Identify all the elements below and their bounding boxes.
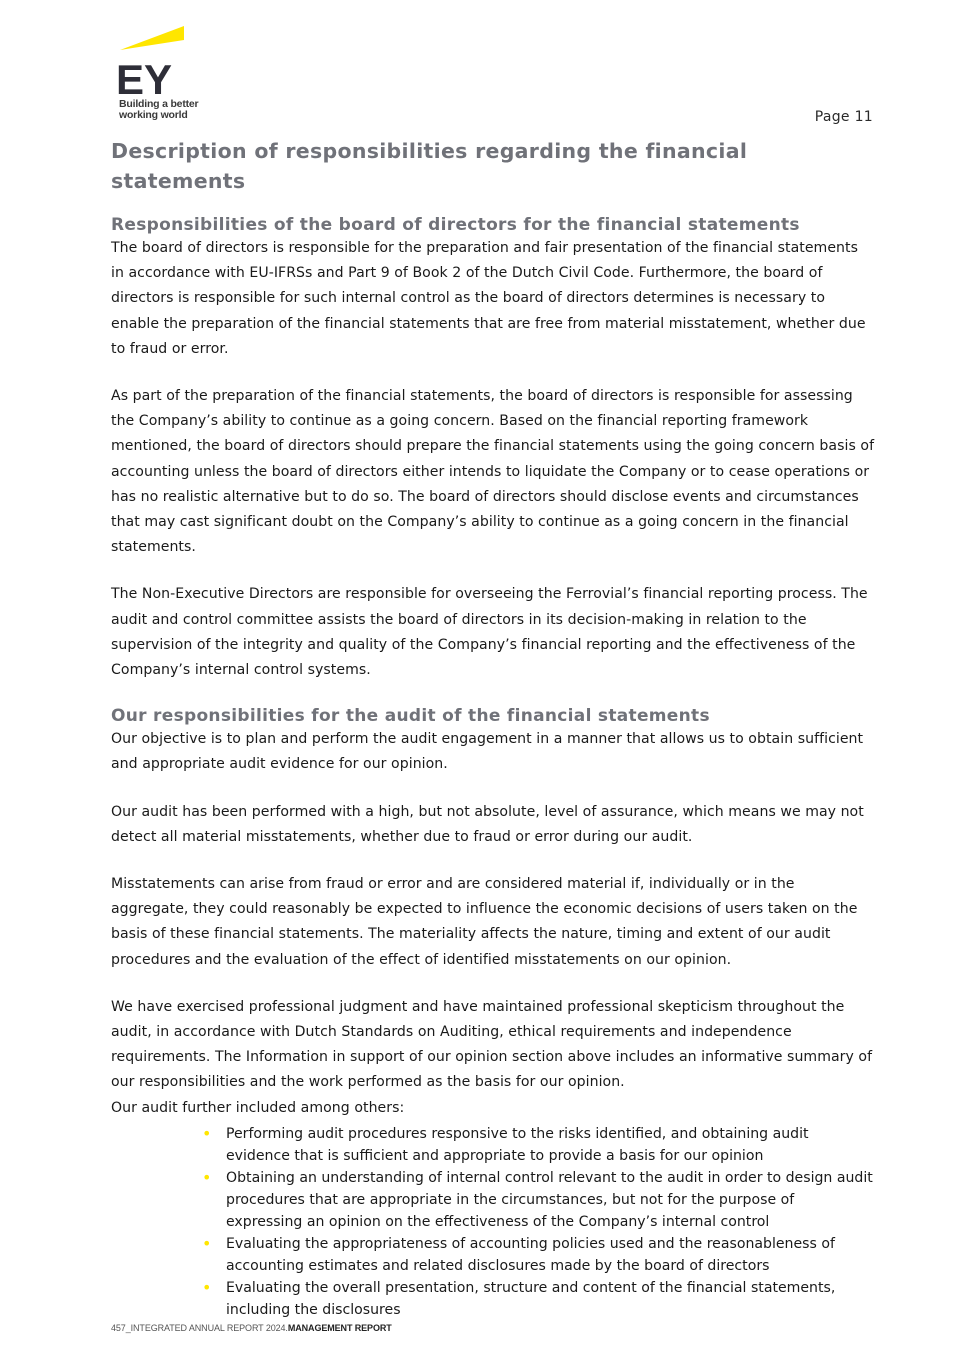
ey-logo-text: EY (116, 56, 173, 98)
section-heading-board: Responsibilities of the board of directors for the financial statements (111, 215, 800, 235)
logo-tagline (119, 99, 219, 121)
board-paragraph-3: The Non-Executive Directors are responsible for overseeing the Ferrovial’s financial reporting process. The audit and control committee assists the board of directors in its decision-making in relation to the supervision of the integrity and quality of the Company’s financial reporting and the effectiveness of the Company’s internal control systems. (111, 586, 868, 679)
list-item-text: Obtaining an understanding of internal control relevant to the audit in order to design audit procedures that are appropriate in the circumstances, but not for the purpose of expressing an opinion on the effectiveness of the Company’s internal control (226, 1169, 873, 1230)
board-paragraph-2: As part of the preparation of the financial statements, the board of directors is responsible for assessing the Company’s ability to continue as a going concern. Based on the financial reporting framework mentioned, the board of directors should prepare the financial statements using the going concern basis of accounting unless the board of directors either intends to liquidate the Company or to cease operations or has no realistic alternative but to do so. The board of directors should disclose events and circumstances that may cast significant doubt on the Company’s ability to continue as a going concern in the financial statements. (111, 388, 875, 556)
section-heading-auditor: Our responsibilities for the audit of the financial statements (111, 706, 710, 727)
list-item (202, 1123, 875, 1167)
page-title: Description of responsibilities regarding the financial statements (111, 139, 748, 193)
list-intro: Our audit further included among others: (111, 1099, 405, 1116)
list-item (202, 1277, 875, 1321)
auditor-paragraph-1: Our objective is to plan and perform the audit engagement in a manner that allows us to obtain sufficient and appropriate audit evidence for our opinion. (111, 731, 864, 773)
auditor-paragraph-3: Misstatements can arise from fraud or error and are considered material if, individually or in the aggregate, they could reasonably be expected to influence the economic decisions of users taken on the basis of these financial statements. The materiality affects the nature, timing and extent of our audit procedures and the evaluation of the effect of identified misstatements on our opinion. (111, 876, 858, 968)
list-item (202, 1167, 875, 1233)
ey-logo (116, 26, 206, 126)
logo-tagline-line1: Building a better (119, 98, 199, 110)
audit-procedures-list (111, 1123, 875, 1321)
bullet-icon: • (202, 1123, 212, 1143)
list-item-text: Evaluating the overall presentation, structure and content of the financial statements, including the disclosures (226, 1279, 836, 1318)
list-item-text: Evaluating the appropriateness of accounting policies used and the reasonableness of accounting estimates and related disclosures made by the board of directors (226, 1235, 835, 1274)
auditor-paragraph-2: Our audit has been performed with a high, but not absolute, level of assurance, which means we may not detect all material misstatements, whether due to fraud or error during our audit. (111, 803, 864, 845)
auditor-paragraph-4: We have exercised professional judgment and have maintained professional skepticism throughout the audit, in accordance with Dutch Standards on Auditing, ethical requirements and independence requirements. The Information in support of our opinion section above includes an informative summary of our responsibilities and the work performed as the basis for our opinion. (111, 998, 873, 1091)
footer-report-name: 457_INTEGRATED ANNUAL REPORT 2024. (111, 1323, 288, 1333)
page-footer (111, 1323, 392, 1333)
bullet-icon: • (202, 1277, 212, 1297)
bullet-icon: • (202, 1233, 212, 1253)
ey-logo-mark (116, 26, 206, 98)
page-number: Page 11 (814, 109, 873, 125)
bullet-icon: • (202, 1167, 212, 1187)
footer-section-name: MANAGEMENT REPORT (287, 1323, 392, 1333)
document-body (111, 136, 875, 1321)
list-item (202, 1233, 875, 1277)
board-paragraph-1: The board of directors is responsible for the preparation and fair presentation of the financial statements in accordance with EU-IFRSs and Part 9 of Book 2 of the Dutch Civil Code. Furthermore, the board of directors is responsible for such internal control as the board of directors determines is necessary to enable the preparation of the financial statements that are free from material misstatement, whether due to fraud or error. (111, 240, 866, 357)
list-item-text: Performing audit procedures responsive to the risks identified, and obtaining audit evidence that is sufficient and appropriate to provide a basis for our opinion (226, 1125, 809, 1164)
logo-tagline-line2: working world (119, 109, 188, 121)
